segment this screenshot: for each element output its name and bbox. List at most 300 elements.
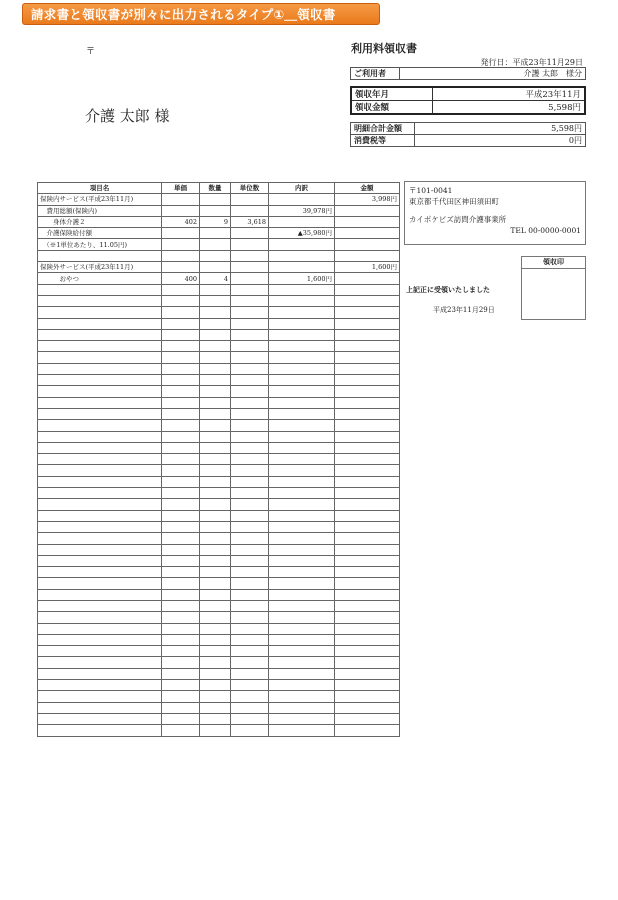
empty-cell [231, 555, 269, 566]
empty-cell [162, 544, 200, 555]
empty-cell [38, 634, 162, 645]
empty-cell [162, 623, 200, 634]
empty-cell [162, 634, 200, 645]
empty-cell [162, 600, 200, 611]
empty-cell [231, 499, 269, 510]
empty-cell [269, 691, 335, 702]
month-value: 平成23年11月 [433, 87, 586, 101]
provider-postal: 〒101-0041 [409, 186, 453, 195]
empty-cell [269, 363, 335, 374]
empty-cell [335, 612, 400, 623]
cell-item-name: 保険内サービス(平成23年11月) [38, 194, 162, 205]
user-label: ご利用者 [351, 68, 400, 80]
empty-cell [269, 465, 335, 476]
empty-cell [162, 567, 200, 578]
empty-cell [269, 397, 335, 408]
table-row [38, 318, 400, 329]
receipt-summary-table [350, 86, 586, 115]
empty-cell [38, 657, 162, 668]
cell-units [231, 194, 269, 205]
table-row [38, 510, 400, 521]
empty-cell [200, 375, 231, 386]
empty-cell [231, 318, 269, 329]
table-row [38, 702, 400, 713]
empty-cell [38, 646, 162, 657]
empty-cell [162, 533, 200, 544]
empty-cell [200, 488, 231, 499]
empty-cell [200, 386, 231, 397]
empty-cell [200, 702, 231, 713]
empty-cell [200, 363, 231, 374]
table-row [38, 567, 400, 578]
empty-cell [335, 555, 400, 566]
empty-cell [269, 375, 335, 386]
empty-cell [269, 533, 335, 544]
empty-cell [38, 680, 162, 691]
empty-cell [200, 533, 231, 544]
cell-quantity [200, 194, 231, 205]
empty-cell [162, 386, 200, 397]
cell-quantity [200, 262, 231, 273]
cell-quantity [200, 205, 231, 216]
cell-item-name: 身体介護２ [38, 216, 162, 227]
empty-cell [38, 623, 162, 634]
empty-cell [162, 397, 200, 408]
empty-cell [162, 691, 200, 702]
empty-cell [231, 680, 269, 691]
empty-cell [335, 341, 400, 352]
empty-cell [335, 307, 400, 318]
empty-cell [38, 352, 162, 363]
empty-cell [269, 431, 335, 442]
cell-item-name: 介護保険給付額 [38, 228, 162, 239]
empty-cell [269, 521, 335, 532]
empty-cell [231, 668, 269, 679]
cell-units [231, 250, 269, 261]
table-row [38, 578, 400, 589]
empty-cell [38, 691, 162, 702]
empty-cell [335, 725, 400, 736]
table-row [38, 408, 400, 419]
empty-cell [200, 284, 231, 295]
user-value: 介護 太郎 様分 [400, 68, 586, 80]
empty-cell [162, 488, 200, 499]
cell-units [231, 239, 269, 250]
empty-cell [162, 499, 200, 510]
table-row [38, 691, 400, 702]
document-type-banner: 請求書と領収書が別々に出力されるタイプ①＿領収書 [22, 3, 380, 25]
empty-cell [231, 623, 269, 634]
cell-amount [335, 239, 400, 250]
empty-cell [38, 341, 162, 352]
empty-cell [38, 499, 162, 510]
postal-mark: 〒 [86, 47, 96, 57]
empty-cell [269, 668, 335, 679]
empty-cell [200, 680, 231, 691]
empty-cell [269, 725, 335, 736]
table-row [38, 680, 400, 691]
cell-quantity: 4 [200, 273, 231, 284]
col-unit-price: 単価 [162, 183, 200, 194]
cell-quantity [200, 228, 231, 239]
empty-cell [231, 488, 269, 499]
table-row [38, 194, 400, 205]
empty-cell [162, 555, 200, 566]
empty-cell [335, 713, 400, 724]
provider-address-box [404, 181, 586, 245]
empty-cell [38, 442, 162, 453]
empty-cell [38, 454, 162, 465]
empty-cell [200, 657, 231, 668]
empty-cell [38, 307, 162, 318]
empty-cell [269, 567, 335, 578]
empty-cell [269, 702, 335, 713]
empty-cell [231, 442, 269, 453]
table-row [38, 284, 400, 295]
table-row [38, 668, 400, 679]
empty-cell [335, 510, 400, 521]
cell-units [231, 205, 269, 216]
empty-cell [335, 533, 400, 544]
empty-cell [269, 510, 335, 521]
empty-cell [231, 454, 269, 465]
empty-cell [38, 567, 162, 578]
table-row [38, 521, 400, 532]
empty-cell [231, 691, 269, 702]
empty-cell [269, 544, 335, 555]
empty-cell [269, 476, 335, 487]
cell-amount [335, 250, 400, 261]
line-items-body [38, 194, 400, 736]
empty-cell [200, 465, 231, 476]
empty-cell [162, 431, 200, 442]
amount-label: 領収金額 [351, 101, 433, 115]
table-row [38, 713, 400, 724]
empty-cell [231, 408, 269, 419]
col-units: 単位数 [231, 183, 269, 194]
empty-cell [200, 600, 231, 611]
table-row [38, 634, 400, 645]
table-row [38, 476, 400, 487]
tax-label: 消費税等 [351, 135, 415, 147]
cell-breakdown [269, 239, 335, 250]
empty-cell [38, 375, 162, 386]
table-row [38, 657, 400, 668]
empty-cell [200, 713, 231, 724]
empty-cell [231, 397, 269, 408]
cell-breakdown [269, 194, 335, 205]
table-row [38, 465, 400, 476]
empty-cell [200, 352, 231, 363]
table-row [38, 250, 400, 261]
table-row [38, 533, 400, 544]
cell-breakdown: ▲35,980円 [269, 228, 335, 239]
user-table [350, 67, 586, 80]
empty-cell [335, 646, 400, 657]
empty-cell [231, 329, 269, 340]
empty-cell [231, 341, 269, 352]
empty-cell [231, 567, 269, 578]
empty-cell [231, 646, 269, 657]
empty-cell [162, 521, 200, 532]
empty-cell [200, 521, 231, 532]
empty-cell [269, 600, 335, 611]
empty-cell [200, 442, 231, 453]
empty-cell [335, 318, 400, 329]
empty-cell [162, 646, 200, 657]
empty-cell [162, 307, 200, 318]
empty-cell [231, 521, 269, 532]
tax-value: 0円 [415, 135, 586, 147]
empty-cell [38, 488, 162, 499]
table-row [38, 420, 400, 431]
empty-cell [200, 318, 231, 329]
cell-unit-price [162, 262, 200, 273]
empty-cell [38, 318, 162, 329]
empty-cell [231, 431, 269, 442]
empty-cell [162, 465, 200, 476]
empty-cell [335, 352, 400, 363]
empty-cell [200, 397, 231, 408]
empty-cell [162, 612, 200, 623]
table-row [38, 386, 400, 397]
empty-cell [269, 454, 335, 465]
empty-cell [200, 567, 231, 578]
cell-amount: 3,998円 [335, 194, 400, 205]
empty-cell [269, 352, 335, 363]
empty-cell [335, 623, 400, 634]
table-row [38, 589, 400, 600]
empty-cell [269, 307, 335, 318]
recipient-name: 介護 太郎 様 [85, 107, 170, 125]
cell-unit-price [162, 194, 200, 205]
empty-cell [200, 623, 231, 634]
cell-unit-price: 402 [162, 216, 200, 227]
empty-cell [231, 386, 269, 397]
cell-amount [335, 205, 400, 216]
empty-cell [335, 589, 400, 600]
empty-cell [162, 295, 200, 306]
cell-item-name [38, 250, 162, 261]
empty-cell [335, 431, 400, 442]
col-quantity: 数量 [200, 183, 231, 194]
cell-unit-price: 400 [162, 273, 200, 284]
empty-cell [200, 612, 231, 623]
amount-value: 5,598円 [433, 101, 586, 115]
empty-cell [269, 713, 335, 724]
table-row [38, 544, 400, 555]
table-row [38, 216, 400, 227]
empty-cell [38, 284, 162, 295]
detail-total-value: 5,598円 [415, 123, 586, 135]
table-row [38, 623, 400, 634]
empty-cell [335, 567, 400, 578]
empty-cell [335, 375, 400, 386]
empty-cell [162, 725, 200, 736]
empty-cell [162, 375, 200, 386]
cell-breakdown: 1,600円 [269, 273, 335, 284]
empty-cell [269, 657, 335, 668]
empty-cell [269, 408, 335, 419]
stamp-label: 領収印 [522, 257, 585, 269]
empty-cell [269, 420, 335, 431]
empty-cell [231, 544, 269, 555]
empty-cell [162, 352, 200, 363]
empty-cell [38, 386, 162, 397]
empty-cell [335, 544, 400, 555]
empty-cell [38, 589, 162, 600]
empty-cell [200, 646, 231, 657]
cell-units: 3,618 [231, 216, 269, 227]
empty-cell [231, 589, 269, 600]
cell-amount [335, 216, 400, 227]
empty-cell [200, 431, 231, 442]
empty-cell [335, 420, 400, 431]
table-row [38, 488, 400, 499]
empty-cell [335, 691, 400, 702]
empty-cell [162, 510, 200, 521]
table-row [38, 307, 400, 318]
empty-cell [335, 454, 400, 465]
table-row [38, 725, 400, 736]
empty-cell [335, 442, 400, 453]
cell-unit-price [162, 239, 200, 250]
empty-cell [38, 713, 162, 724]
empty-cell [335, 488, 400, 499]
empty-cell [269, 329, 335, 340]
provider-name: カイポケビズ訪問介護事業所 [409, 215, 507, 224]
empty-cell [231, 702, 269, 713]
line-items-table [37, 182, 400, 737]
empty-cell [200, 408, 231, 419]
empty-cell [162, 284, 200, 295]
empty-cell [269, 284, 335, 295]
empty-cell [200, 341, 231, 352]
empty-cell [162, 408, 200, 419]
empty-cell [269, 646, 335, 657]
empty-cell [269, 578, 335, 589]
empty-cell [269, 589, 335, 600]
empty-cell [269, 499, 335, 510]
cell-breakdown [269, 262, 335, 273]
empty-cell [38, 702, 162, 713]
empty-cell [162, 318, 200, 329]
cell-amount: 1,600円 [335, 262, 400, 273]
empty-cell [335, 476, 400, 487]
empty-cell [38, 521, 162, 532]
cell-item-name: おやつ [38, 273, 162, 284]
empty-cell [38, 476, 162, 487]
cell-units [231, 228, 269, 239]
empty-cell [200, 668, 231, 679]
empty-cell [231, 284, 269, 295]
empty-cell [269, 612, 335, 623]
table-row [38, 397, 400, 408]
table-row [38, 499, 400, 510]
table-row [38, 273, 400, 284]
table-header-row [38, 183, 400, 194]
empty-cell [162, 680, 200, 691]
empty-cell [335, 329, 400, 340]
empty-cell [38, 363, 162, 374]
cell-quantity: 9 [200, 216, 231, 227]
received-date: 平成23年11月29日 [433, 306, 495, 314]
table-row [38, 295, 400, 306]
detail-total-label: 明細合計金額 [351, 123, 415, 135]
table-row [38, 329, 400, 340]
table-row [38, 262, 400, 273]
empty-cell [231, 295, 269, 306]
empty-cell [38, 533, 162, 544]
empty-cell [162, 657, 200, 668]
empty-cell [231, 725, 269, 736]
empty-cell [200, 420, 231, 431]
empty-cell [162, 713, 200, 724]
table-row [38, 375, 400, 386]
col-amount: 金額 [335, 183, 400, 194]
cell-unit-price [162, 228, 200, 239]
empty-cell [231, 510, 269, 521]
table-row [38, 600, 400, 611]
empty-cell [38, 408, 162, 419]
empty-cell [269, 634, 335, 645]
empty-cell [200, 544, 231, 555]
empty-cell [231, 420, 269, 431]
table-row [38, 454, 400, 465]
cell-breakdown [269, 216, 335, 227]
empty-cell [162, 341, 200, 352]
empty-cell [162, 476, 200, 487]
cell-unit-price [162, 250, 200, 261]
empty-cell [38, 668, 162, 679]
table-row [38, 442, 400, 453]
month-label: 領収年月 [351, 87, 433, 101]
table-row [38, 239, 400, 250]
issue-date: 発行日：平成23年11月29日 [480, 58, 583, 67]
empty-cell [231, 476, 269, 487]
table-row [38, 431, 400, 442]
empty-cell [200, 691, 231, 702]
cell-quantity [200, 239, 231, 250]
table-row [38, 363, 400, 374]
empty-cell [231, 600, 269, 611]
empty-cell [38, 431, 162, 442]
empty-cell [335, 680, 400, 691]
empty-cell [335, 295, 400, 306]
empty-cell [269, 680, 335, 691]
empty-cell [335, 668, 400, 679]
empty-cell [335, 499, 400, 510]
empty-cell [269, 318, 335, 329]
provider-tel: TEL 00-0000-0001 [510, 226, 581, 235]
empty-cell [162, 454, 200, 465]
empty-cell [269, 442, 335, 453]
empty-cell [200, 295, 231, 306]
col-item-name: 項目名 [38, 183, 162, 194]
empty-cell [269, 386, 335, 397]
empty-cell [38, 578, 162, 589]
empty-cell [231, 713, 269, 724]
empty-cell [200, 329, 231, 340]
empty-cell [231, 363, 269, 374]
cell-amount [335, 273, 400, 284]
empty-cell [231, 352, 269, 363]
empty-cell [335, 600, 400, 611]
empty-cell [200, 555, 231, 566]
empty-cell [335, 397, 400, 408]
empty-cell [231, 634, 269, 645]
cell-amount [335, 228, 400, 239]
